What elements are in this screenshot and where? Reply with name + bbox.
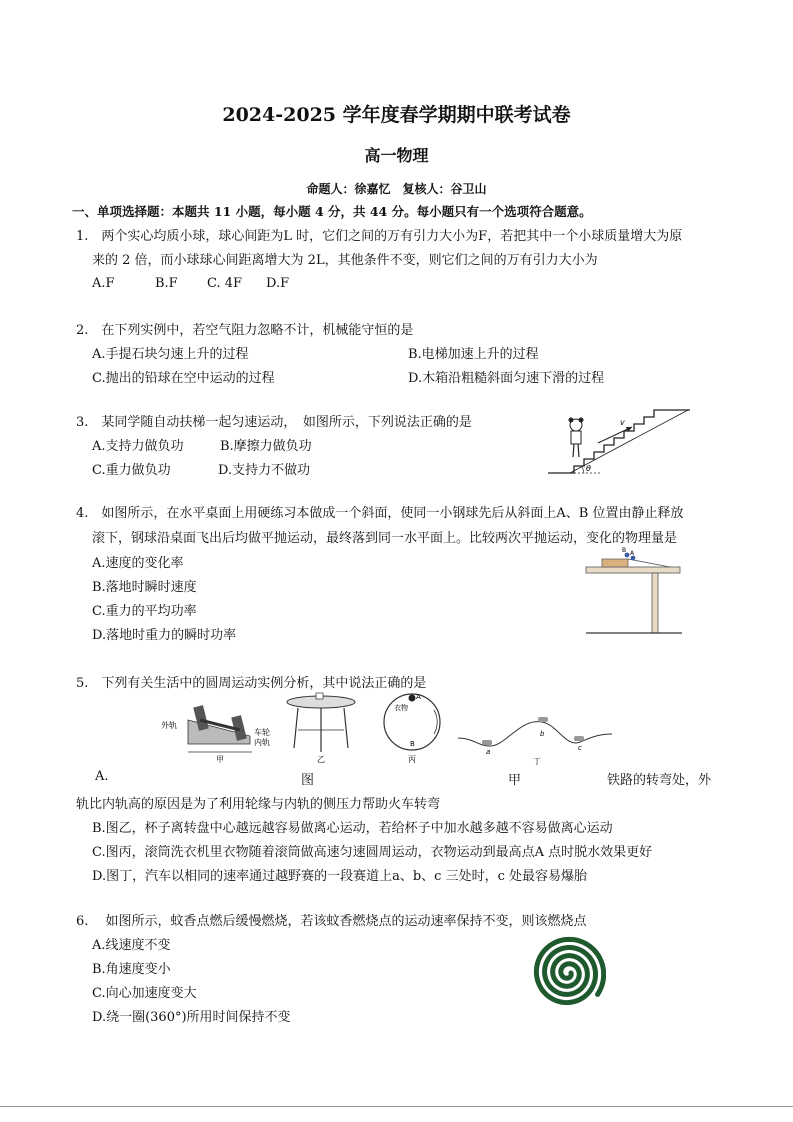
fig-jia-label: 甲 [216,755,224,764]
figure-jia [161,705,270,764]
track-a-label: a [486,748,491,756]
q1-option-d: D.F [266,276,290,291]
q1-option-b: B.F [155,276,178,291]
outer-rail-label: 外轨 [161,721,177,730]
theta-label: θ [586,464,591,473]
exam-authors: 命题人：徐嘉忆 复核人：谷卫山 [306,182,487,196]
q1-line2: 来的 2 倍，而小球球心间距离增大为 2L，其他条件不变，则它们之间的万有引力大小为 [92,253,598,268]
page-bottom-rule [0,1106,793,1107]
drum-b-label: B [410,740,415,748]
car-b-icon [538,717,548,722]
fig-ding-label: 丁 [533,757,541,766]
q3-option-a: A.支持力做负功 [92,439,184,454]
q5-option-a-tail: 铁路的转弯处，外 [607,773,712,788]
q3-option-d: D.支持力不做功 [218,463,311,478]
q2-option-c: C.抛出的铅球在空中运动的过程 [92,371,275,386]
fig-b-label: B [622,547,627,554]
car-a-icon [482,740,492,745]
q4-line2: 滚下，钢球沿桌面飞出后均做平抛运动，最终落到同一水平面上。比较两次平抛运动，变化的物理量是 [92,531,678,546]
q5-option-a-label: A. [95,769,109,784]
q4-option-c: C.重力的平均功率 [92,604,197,619]
wheel-label: 车轮 [254,728,270,737]
q5-option-a-line2: 轨比内轨高的原因是为了利用轮缘与内轨的侧压力帮助火车转弯 [76,797,441,812]
fig-yi-label: 乙 [317,755,325,764]
inner-rail-label: 内轨 [254,738,270,747]
figure-yi [287,693,355,764]
figure-ding [458,717,612,766]
car-c-icon [574,736,584,741]
q6-option-a: A.线速度不变 [92,938,171,953]
fig-a-label: A [630,550,635,557]
section-heading: 一、单项选择题：本题共 11 小题，每小题 4 分，共 44 分。每小题只有一个选项符合题意。 [72,204,592,219]
cup-icon [316,693,323,699]
fig-bing-label: 丙 [408,755,416,764]
exam-subtitle: 高一物理 [364,146,429,165]
q4-option-d: D.落地时重力的瞬时功率 [92,628,237,643]
velocity-label: v [620,418,625,427]
q6-option-d: D.绕一圈(360°)所用时间保持不变 [92,1010,291,1025]
exam-title: 2024-2025 学年度春学期期中联考试卷 [222,104,571,126]
student-icon [569,418,584,458]
q5-option-a-tu: 图 [301,773,315,788]
q5-option-a-jia: 甲 [508,773,522,788]
q2-option-a: A.手提石块匀速上升的过程 [92,347,249,362]
circular-motion-figures [158,690,618,770]
table-ramp-figure [584,545,684,637]
q4-option-b: B.落地时瞬时速度 [92,580,197,595]
q5-option-d: D.图丁，汽车以相同的速率通过越野赛的一段赛道上a、b、c 三处时，c 处最容易爆胎 [92,869,587,884]
q6-option-b: B.角速度变小 [92,962,171,977]
q3-option-c: C.重力做负功 [92,463,171,478]
q6-stem: 6. 如图所示，蚊香点燃后缓慢燃烧，若该蚊香燃烧点的运动速率保持不变，则该燃烧点 [76,914,587,929]
q2-stem: 2. 在下列实例中，若空气阻力忽略不计，机械能守恒的是 [76,323,414,338]
figure-bing [384,693,440,764]
q5-stem: 5. 下列有关生活中的圆周运动实例分析，其中说法正确的是 [76,676,427,691]
q5-option-c: C.图丙，滚筒洗衣机里衣物随着滚筒做高速匀速圆周运动，衣物运动到最高点A 点时脱水效果更好 [92,845,653,860]
q1-line1: 1. 两个实心均质小球，球心间距为L 时，它们之间的万有引力大小为F，若把其中一个小球质量增大为原 [76,229,683,244]
clothes-icon [409,695,416,702]
q3-option-b: B.摩擦力做负功 [220,439,312,454]
q4-option-a: A.速度的变化率 [92,556,184,571]
mosquito-coil-icon [530,935,606,1011]
q3-stem: 3. 某同学随自动扶梯一起匀速运动， 如图所示，下列说法正确的是 [76,415,472,430]
q4-line1: 4. 如图所示，在水平桌面上用硬练习本做成一个斜面，使同一小钢球先后从斜面上A、B 位置由静止释放 [76,506,684,521]
track-b-label: b [540,730,545,738]
q1-option-a: A.F [92,276,115,291]
q1-option-c: C. 4F [207,276,243,291]
clothes-label: 衣物 [394,704,408,712]
track-c-label: c [578,744,582,752]
q6-option-c: C.向心加速度变大 [92,986,197,1001]
q5-option-b: B.图乙，杯子离转盘中心越远越容易做离心运动，若给杯子中加水越多越不容易做离心运动 [92,821,613,836]
q2-option-d: D.木箱沿粗糙斜面匀速下滑的过程 [408,371,605,386]
escalator-figure [540,405,695,477]
q2-option-b: B.电梯加速上升的过程 [408,347,539,362]
drum-a-label: A [416,693,421,701]
